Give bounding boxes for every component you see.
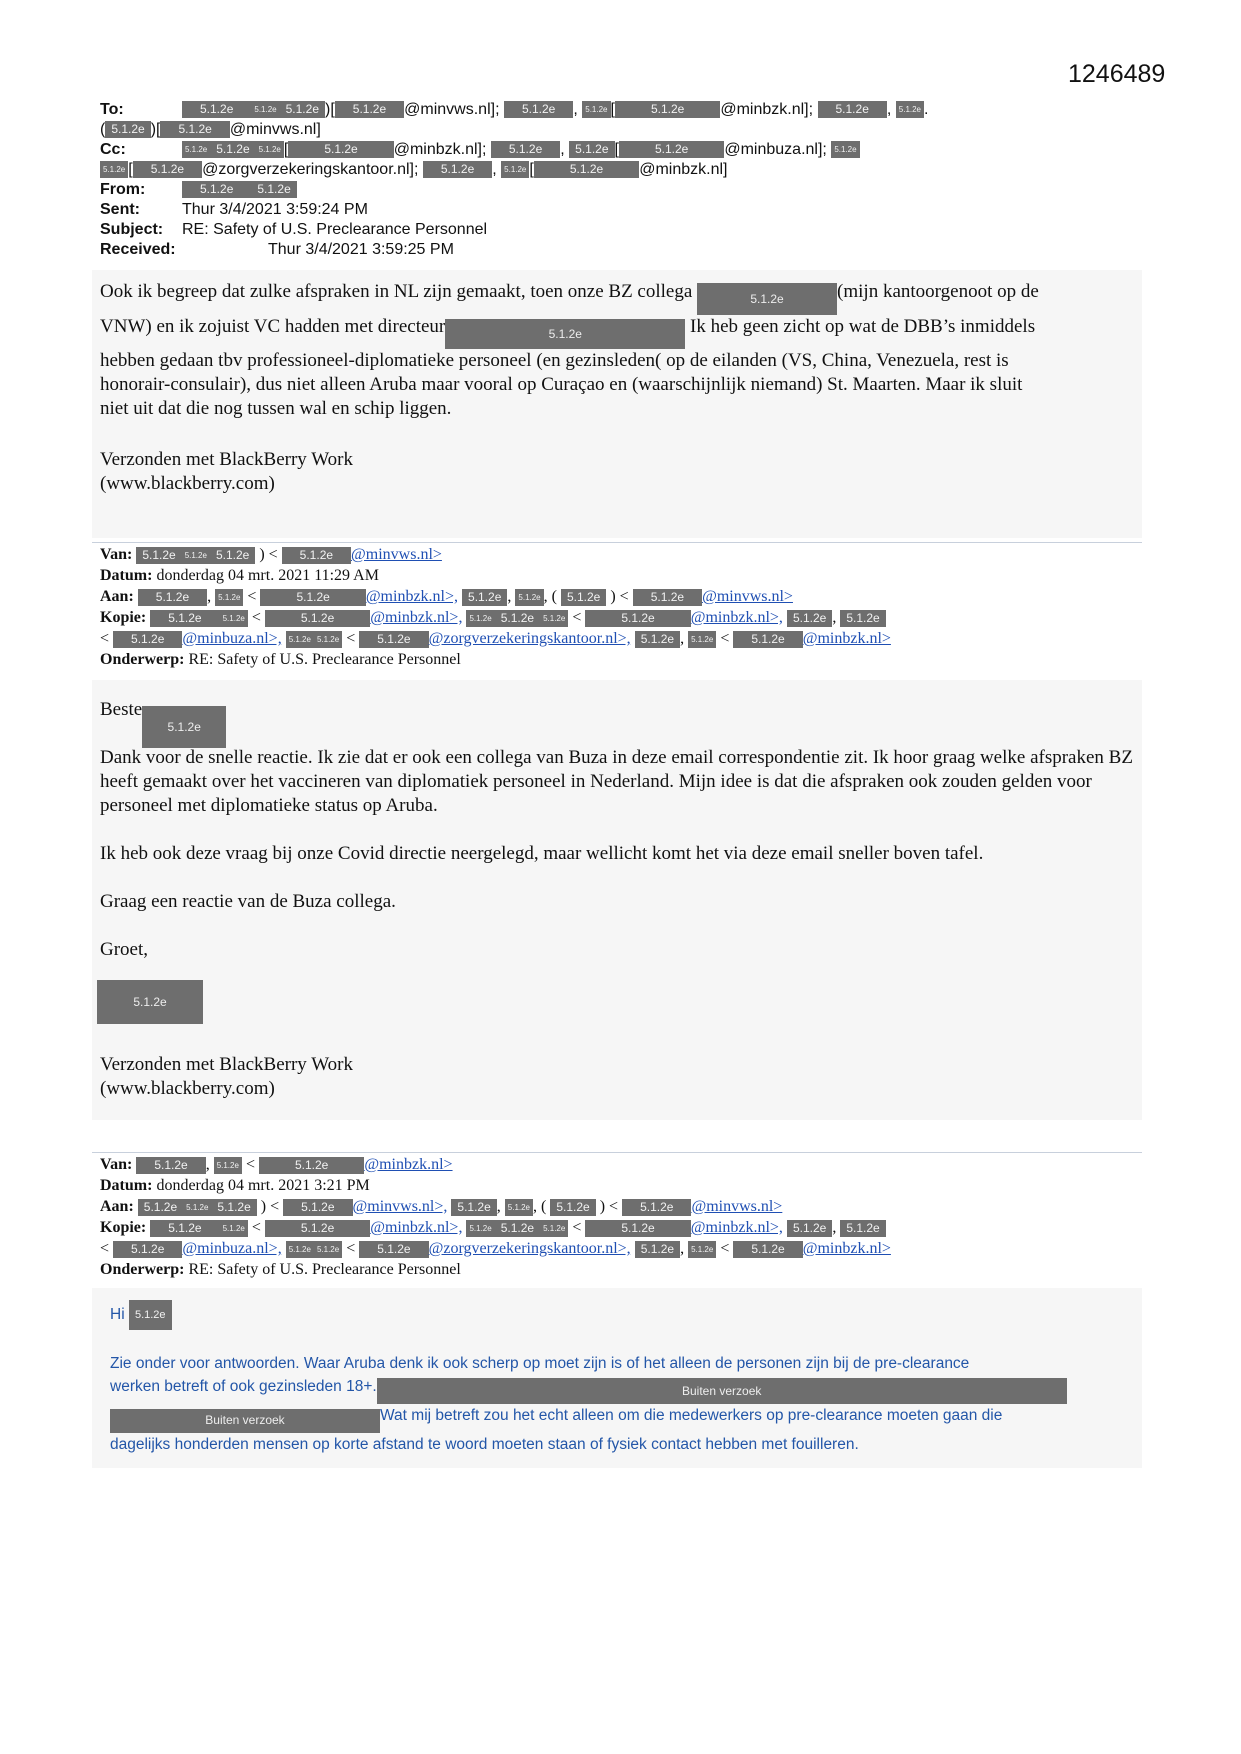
message2-onderwerp xyxy=(100,650,461,671)
paragraph: Dank voor de snelle reactie. Ik zie dat er ook een collega van Buza in deze email correspondentie zit. Ik hoor graag welke afspraken BZ heeft gemaakt over het vaccineren van diplomatiek personeel in Nederland. Mijn idee is dat die afspraken ook zouden gelden voor personeel met diplomatieke status op Aruba. xyxy=(100,747,1133,816)
van-label: Van: xyxy=(100,1156,133,1173)
datum-value: donderdag 04 mrt. 2021 3:21 PM xyxy=(156,1177,370,1194)
redaction: 5.1.2e xyxy=(540,610,568,627)
redaction: 5.1.2e xyxy=(105,121,150,138)
redaction: 5.1.2e xyxy=(896,101,924,118)
email-link[interactable]: @minbzk.nl>, xyxy=(370,609,463,626)
redaction: 5.1.2e xyxy=(462,589,507,606)
redaction: 5.1.2e xyxy=(136,1157,205,1174)
cc-label: Cc: xyxy=(100,141,126,158)
redaction: 5.1.2e xyxy=(265,1220,370,1237)
redaction: 5.1.2e xyxy=(150,610,219,627)
redaction: 5.1.2e xyxy=(280,101,325,118)
redaction: 5.1.2e xyxy=(256,141,284,158)
email-link[interactable]: @minbzk.nl>, xyxy=(690,609,783,626)
redaction: 5.1.2e xyxy=(840,1220,885,1237)
message3-text: Wat mij betreft zou het echt alleen om die medewerkers op pre-clearance moeten gaan die xyxy=(380,1407,1003,1424)
datum-label: Datum: xyxy=(100,1177,153,1194)
redaction: 5.1.2e xyxy=(491,141,560,158)
document-id: 1246489 xyxy=(1068,60,1166,88)
redaction: 5.1.2e xyxy=(787,610,832,627)
email-link[interactable]: @minvws.nl> xyxy=(351,546,442,563)
redaction: 5.1.2e xyxy=(466,1220,494,1237)
redaction: 5.1.2e xyxy=(561,589,606,606)
redaction: 5.1.2e xyxy=(501,161,529,178)
email-link[interactable]: @minvws.nl> xyxy=(691,1198,783,1215)
redaction: 5.1.2e xyxy=(688,1241,716,1258)
sent-value: Thur 3/4/2021 3:59:24 PM xyxy=(182,201,368,218)
redaction: 5.1.2e xyxy=(100,161,128,178)
redaction: 5.1.2e xyxy=(286,1241,314,1258)
redaction: 5.1.2e xyxy=(445,319,685,349)
message1-text: Ook ik begreep dat zulke afspraken in NL zijn gemaakt, toen onze BZ collega xyxy=(100,281,693,302)
header-subject-line xyxy=(100,220,487,239)
message1-text: Ik heb geen zicht op wat de DBB’s inmiddels xyxy=(690,316,1036,337)
redaction: 5.1.2e xyxy=(697,283,837,315)
signature-line: Verzonden met BlackBerry Work xyxy=(100,449,353,470)
message3-datum xyxy=(100,1176,370,1197)
cc-email: @zorgverzekeringskantoor.nl]; xyxy=(202,161,419,178)
redaction: 5.1.2e xyxy=(150,1220,219,1237)
redaction: 5.1.2e xyxy=(138,589,207,606)
aan-label: Aan: xyxy=(100,588,134,605)
datum-label: Datum: xyxy=(100,567,153,584)
redaction: 5.1.2e xyxy=(283,1199,352,1216)
email-link[interactable]: @minbuza.nl>, xyxy=(182,630,282,647)
redaction: 5.1.2e xyxy=(495,610,540,627)
email-link[interactable]: @minbzk.nl>, xyxy=(690,1219,783,1236)
message1-text: honorair-consulair), dus niet alleen Aruba maar vooral op Curaçao en (waarschijnlijk niemand) St. Maarten. Maar ik sluit xyxy=(100,374,1023,395)
cc-email: @minbuza.nl]; xyxy=(724,141,827,158)
redaction: 5.1.2e xyxy=(534,161,639,178)
redaction: 5.1.2e xyxy=(215,589,243,606)
cc-email: @minbzk.nl] xyxy=(639,161,728,178)
redaction: 5.1.2e xyxy=(359,631,428,648)
email-link[interactable]: @minbzk.nl> xyxy=(802,1240,891,1257)
message3-kopie-2: < 5.1.2e @minbuza.nl>, 5.1.2e 5.1.2e < 5.1.2e @zorgverzekeringskantoor.nl>, 5.1.2e , 5.1.2e < 5.1.2e @minbzk.nl> xyxy=(100,1240,891,1257)
to-email: @minbzk.nl]; xyxy=(720,101,814,118)
redaction: 5.1.2e xyxy=(359,1241,428,1258)
onderwerp-value: RE: Safety of U.S. Preclearance Personnel xyxy=(188,651,461,668)
redaction: 5.1.2e xyxy=(550,1199,595,1216)
received-value: Thur 3/4/2021 3:59:25 PM xyxy=(268,241,454,258)
redaction: 5.1.2e xyxy=(282,547,351,564)
to-label: To: xyxy=(100,101,124,118)
redaction: 5.1.2e xyxy=(451,1199,496,1216)
message1-text: (mijn kantoorgenoot op de xyxy=(837,281,1039,302)
redaction: 5.1.2e xyxy=(182,101,251,118)
email-link[interactable]: @minbzk.nl>, xyxy=(370,1219,463,1236)
redaction: 5.1.2e xyxy=(688,631,716,648)
subject-label: Subject: xyxy=(100,221,164,238)
redaction-external: Buiten verzoek xyxy=(110,1409,380,1433)
separator xyxy=(92,1152,1142,1153)
redaction: 5.1.2e xyxy=(182,547,210,564)
redaction: 5.1.2e xyxy=(182,181,251,198)
greeting: Beste xyxy=(100,699,143,720)
header-sent-line xyxy=(100,200,368,219)
onderwerp-label: Onderwerp: xyxy=(100,651,185,668)
message1-signature xyxy=(100,448,1140,496)
kopie-label: Kopie: xyxy=(100,1219,147,1236)
van-label: Van: xyxy=(100,546,133,563)
redaction: 5.1.2e xyxy=(818,101,887,118)
to-email: @minvws.nl]; xyxy=(404,101,500,118)
redaction: 5.1.2e xyxy=(183,1199,211,1216)
email-link[interactable]: @zorgverzekeringskantoor.nl>, xyxy=(428,1240,631,1257)
message2-greeting xyxy=(100,698,1140,748)
redaction: 5.1.2e xyxy=(495,1220,540,1237)
signature-line: (www.blackberry.com) xyxy=(100,1078,275,1099)
redaction: 5.1.2e xyxy=(129,1300,172,1330)
redaction: 5.1.2e xyxy=(733,631,802,648)
redaction: 5.1.2e xyxy=(569,141,614,158)
kopie-label: Kopie: xyxy=(100,609,147,626)
redaction: 5.1.2e xyxy=(335,101,404,118)
redaction: 5.1.2e xyxy=(214,1157,242,1174)
redaction: 5.1.2e xyxy=(288,141,393,158)
redaction: 5.1.2e xyxy=(211,1199,256,1216)
message2-signature xyxy=(100,1053,1140,1101)
redaction: 5.1.2e xyxy=(622,1199,691,1216)
onderwerp-label: Onderwerp: xyxy=(100,1261,185,1278)
redaction: 5.1.2e xyxy=(259,1157,364,1174)
message3-greeting xyxy=(110,1300,1110,1330)
message2-aan: Aan: 5.1.2e , 5.1.2e < 5.1.2e @minbzk.nl>, 5.1.2e , 5.1.2e , ( 5.1.2e ) < 5.1.2e @minvws.nl> xyxy=(100,588,793,605)
message2-datum xyxy=(100,566,379,587)
redaction: 5.1.2e xyxy=(286,631,314,648)
message1-body xyxy=(100,280,1140,421)
closing: Groet, xyxy=(100,939,149,960)
message2-kopie-2: < 5.1.2e @minbuza.nl>, 5.1.2e 5.1.2e < 5.1.2e @zorgverzekeringskantoor.nl>, 5.1.2e , 5.1.2e < 5.1.2e @minbzk.nl> xyxy=(100,630,891,647)
redaction: 5.1.2e xyxy=(540,1220,568,1237)
message2-body xyxy=(100,746,1140,962)
header-received-line xyxy=(100,240,454,259)
redaction: 5.1.2e xyxy=(314,631,342,648)
email-link[interactable]: @minbzk.nl> xyxy=(802,630,891,647)
cc-email: @minbzk.nl]; xyxy=(393,141,487,158)
redaction: 5.1.2e xyxy=(633,589,702,606)
redaction: 5.1.2e xyxy=(220,610,248,627)
message2-kopie: Kopie: 5.1.2e 5.1.2e < 5.1.2e @minbzk.nl>, 5.1.2e 5.1.2e 5.1.2e < 5.1.2e @minbzk.nl>, 5.1.2e , 5.1.2e xyxy=(100,608,886,629)
email-link[interactable]: @minbzk.nl> xyxy=(364,1156,453,1173)
signature-line: (www.blackberry.com) xyxy=(100,473,275,494)
message3-van: Van: 5.1.2e , 5.1.2e < 5.1.2e @minbzk.nl> xyxy=(100,1156,453,1173)
redaction: 5.1.2e xyxy=(585,610,690,627)
redaction: 5.1.2e xyxy=(138,1199,183,1216)
redaction: 5.1.2e xyxy=(423,161,492,178)
from-label: From: xyxy=(100,181,146,198)
redaction: 5.1.2e xyxy=(314,1241,342,1258)
redaction: 5.1.2e xyxy=(210,141,255,158)
separator xyxy=(92,542,1142,543)
redaction: 5.1.2e xyxy=(260,589,365,606)
message3-text: Zie onder voor antwoorden. Waar Aruba denk ik ook scherp op moet zijn is of het alleen de personen zijn bij de pre-clearance xyxy=(110,1355,970,1372)
email-link[interactable]: @minbuza.nl>, xyxy=(182,1240,282,1257)
redaction: 5.1.2e xyxy=(251,181,296,198)
message3-text: dagelijks honderden mensen op korte afstand te woord moeten staan of fysiek contact hebben met fouilleren. xyxy=(110,1436,859,1453)
redaction: 5.1.2e xyxy=(505,1199,533,1216)
redaction-external: Buiten verzoek xyxy=(377,1378,1067,1404)
paragraph: Graag een reactie van de Buza collega. xyxy=(100,891,396,912)
redaction: 5.1.2e xyxy=(133,161,202,178)
redaction: 5.1.2e xyxy=(220,1220,248,1237)
message2-van: Van: 5.1.2e 5.1.2e 5.1.2e ) < 5.1.2e @minvws.nl> xyxy=(100,546,442,563)
redaction: 5.1.2e xyxy=(504,101,573,118)
header-cc-line-2: 5.1.2e [ 5.1.2e @zorgverzekeringskantoor.nl]; 5.1.2e , 5.1.2e [ 5.1.2e @minbzk.nl] xyxy=(100,160,727,179)
to-email: @minvws.nl] xyxy=(229,121,321,138)
redaction: 5.1.2e xyxy=(113,1241,182,1258)
redaction: 5.1.2e xyxy=(582,101,610,118)
redaction: 5.1.2e xyxy=(619,141,724,158)
message3-text: werken betreft of ook gezinsleden 18+. xyxy=(110,1378,377,1395)
message1-text: hebben gedaan tbv professioneel-diplomatieke personeel (en gezinsleden( op de eilanden (VS, China, Venezuela, rest is xyxy=(100,350,1009,371)
redaction: 5.1.2e xyxy=(635,631,680,648)
sent-label: Sent: xyxy=(100,201,140,218)
redaction: 5.1.2e xyxy=(733,1241,802,1258)
redaction: 5.1.2e xyxy=(265,610,370,627)
datum-value: donderdag 04 mrt. 2021 11:29 AM xyxy=(156,567,379,584)
email-link[interactable]: @minbzk.nl>, xyxy=(365,588,459,605)
redaction: 5.1.2e xyxy=(635,1241,680,1258)
message1-text: VNW) en ik zojuist VC hadden met directeur xyxy=(100,316,446,337)
redaction: 5.1.2e xyxy=(113,631,182,648)
redaction: 5.1.2e xyxy=(136,547,181,564)
message1-text: niet uit dat die nog tussen wal en schip liggen. xyxy=(100,398,452,419)
header-cc-line: Cc: 5.1.2e 5.1.2e 5.1.2e [ 5.1.2e @minbzk.nl]; 5.1.2e , 5.1.2e [ 5.1.2e @minbuza.nl]; 5.1.2e xyxy=(100,140,860,159)
redaction: 5.1.2e xyxy=(142,706,226,748)
redaction: 5.1.2e xyxy=(840,610,885,627)
greeting: Hi xyxy=(110,1306,125,1324)
onderwerp-value: RE: Safety of U.S. Preclearance Personnel xyxy=(188,1261,461,1278)
email-link[interactable]: @minvws.nl>, xyxy=(352,1198,448,1215)
message3-aan: Aan: 5.1.2e 5.1.2e 5.1.2e ) < 5.1.2e @minvws.nl>, 5.1.2e , 5.1.2e , ( 5.1.2e ) < 5.1.2e @minvws.nl> xyxy=(100,1198,783,1215)
received-label: Received: xyxy=(100,241,176,258)
aan-label: Aan: xyxy=(100,1198,134,1215)
header-from-line xyxy=(100,180,297,199)
redaction: 5.1.2e xyxy=(210,547,255,564)
redaction: 5.1.2e xyxy=(466,610,494,627)
email-link[interactable]: @zorgverzekeringskantoor.nl>, xyxy=(428,630,631,647)
message3-body xyxy=(110,1352,1110,1456)
header-to-line: To: 5.1.2e 5.1.2e 5.1.2e )[ 5.1.2e @minvws.nl]; 5.1.2e , 5.1.2e [ 5.1.2e @minbzk.nl]; 5.1.2e , 5.1.2e . xyxy=(100,101,929,118)
redaction: 5.1.2e xyxy=(160,121,229,138)
message3-kopie: Kopie: 5.1.2e 5.1.2e < 5.1.2e @minbzk.nl>, 5.1.2e 5.1.2e 5.1.2e < 5.1.2e @minbzk.nl>, 5.1.2e , 5.1.2e xyxy=(100,1218,886,1239)
email-link[interactable]: @minvws.nl> xyxy=(702,588,793,605)
redaction: 5.1.2e xyxy=(615,101,720,118)
redaction: 5.1.2e xyxy=(831,141,859,158)
signature-line: Verzonden met BlackBerry Work xyxy=(100,1054,353,1075)
header-to-line-2: ( 5.1.2e )[ 5.1.2e @minvws.nl] xyxy=(100,121,321,138)
subject-value: RE: Safety of U.S. Preclearance Personnel xyxy=(182,221,488,238)
redaction: 5.1.2e xyxy=(251,101,279,118)
paragraph: Ik heb ook deze vraag bij onze Covid directie neergelegd, maar wellicht komt het via deze email sneller boven tafel. xyxy=(100,843,984,864)
redaction: 5.1.2e xyxy=(97,980,203,1024)
redaction: 5.1.2e xyxy=(182,141,210,158)
redaction: 5.1.2e xyxy=(787,1220,832,1237)
redaction: 5.1.2e xyxy=(585,1220,690,1237)
message3-onderwerp xyxy=(100,1260,461,1281)
redaction: 5.1.2e xyxy=(515,589,543,606)
